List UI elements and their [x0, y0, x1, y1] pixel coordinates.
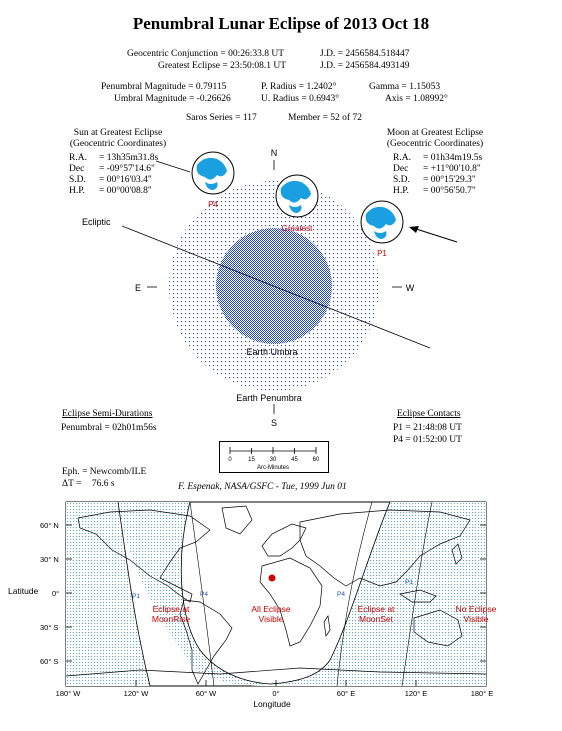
ephemeris-label: Eph. [62, 467, 80, 477]
u-radius-value: 0.6943° [309, 94, 340, 104]
saros-member: Member = 52 of 72 [288, 113, 362, 123]
conjunction-jd-row: J.D. = 2456584.518447 [320, 49, 410, 59]
credit-line: F. Espenak, NASA/GSFC - Tue, 1999 Jun 01 [178, 482, 347, 492]
greatest-label: Greatest [281, 224, 313, 233]
axis-label: Axis [385, 94, 403, 104]
penumbral-magnitude-value: 0.79115 [195, 82, 227, 92]
moon-ra-label: R.A. [393, 153, 411, 163]
moon-row-dec: Dec = +11°00'10.8" [393, 164, 481, 174]
contact-p4-label: P4 [393, 435, 404, 445]
page-title: Penumbral Lunar Eclipse of 2013 Oct 18 [132, 14, 430, 33]
scale-tick-30: 30 [269, 457, 277, 463]
moon-row-sd: S.D. = 00°15'29.3" [393, 175, 482, 186]
lon-tick-180w: 180° W [55, 689, 81, 698]
p-radius-value: 1.2402° [306, 82, 337, 92]
penumbral-duration: Penumbral = 02h01m56s [61, 423, 157, 433]
u-radius-label: U. Radius [261, 94, 299, 104]
p1-label: P1 [377, 249, 387, 258]
moon-dec-label: Dec [393, 164, 409, 174]
moon-motion-arrow [413, 228, 457, 242]
scale-tick-0: 0 [228, 457, 232, 463]
scale-bar [220, 442, 328, 472]
moon-hp-value: 00°56'50.7" [430, 186, 476, 196]
penumbral-duration-value: 02h01m56s [112, 423, 157, 433]
umbral-magnitude-value: -0.26626 [196, 94, 231, 104]
conjunction-label: Geocentric Conjunction [127, 49, 219, 59]
contact-p4: P4 = 01:52:00 UT [393, 435, 462, 445]
scale-tick-45: 45 [291, 457, 298, 463]
region-moonset-line2: MoonSet [358, 614, 394, 624]
lat-tick-30s: 30° S [40, 623, 59, 632]
gamma: Gamma = 1.15053 [369, 82, 441, 92]
map-xlabel: Longitude [253, 699, 291, 709]
map-p1-west: P1 [132, 593, 140, 600]
penumbral-duration-label: Penumbral [61, 423, 103, 433]
sun-hp-label: H.P. [69, 186, 85, 196]
u-radius: U. Radius = 0.6943° [261, 94, 340, 104]
moon-hp-label: H.P. [393, 186, 409, 196]
greatest-eclipse-marker [269, 575, 276, 582]
conjunction-jd-label: J.D. [320, 49, 336, 59]
delta-t: ΔT = 76.6 s [62, 479, 115, 489]
sun-ra-label: R.A. [69, 153, 87, 163]
umbra-label: Earth Umbra [246, 347, 298, 357]
moon-dec-value: +11°00'10.8" [430, 164, 481, 174]
saros-member-label: Member [288, 113, 321, 123]
sun-row-hp: H.P. = 00°00'08.8" [69, 186, 158, 197]
region-no-eclipse-line2: Visible [463, 614, 489, 624]
region-moonrise-line2: MoonRise [151, 614, 191, 624]
south-label: S [270, 418, 278, 428]
lat-tick-60n: 60° N [40, 521, 59, 530]
lon-tick-180e: 180° E [470, 689, 494, 698]
region-all-visible-line1: All Eclipse [251, 604, 291, 614]
north-label: N [270, 148, 278, 158]
greatest-label: Greatest Eclipse [158, 61, 220, 71]
scale-tick-15: 15 [248, 457, 255, 463]
axis: Axis = 1.08992° [385, 94, 448, 104]
map-p1-east: P1 [405, 579, 413, 586]
penumbra-label: Earth Penumbra [236, 393, 302, 403]
scale-label: Arc-Minutes [256, 465, 290, 471]
region-all-visible-line2: Visible [258, 614, 284, 624]
lon-tick-60e: 60° E [336, 689, 356, 698]
sun-ra-value: 13h35m31.8s [106, 153, 159, 163]
lon-tick-0: 0° [272, 689, 280, 698]
west-label: W [405, 283, 415, 293]
scale-tick-60: 60 [312, 457, 320, 463]
greatest-jd-row: J.D. = 2456584.493149 [320, 61, 410, 71]
sun-row-ra: R.A. = 13h35m31.8s [69, 153, 159, 163]
moon-heading-line1: Moon at Greatest Eclipse [386, 128, 484, 138]
saros-series-value: 117 [242, 113, 257, 123]
ephemeris: Eph. = Newcomb/ILE [62, 467, 147, 477]
map-ylabel: Latitude [8, 586, 39, 596]
p4-label: P4 [208, 200, 218, 209]
lat-tick-30n: 30° N [40, 555, 59, 564]
scale-box [219, 441, 329, 473]
east-label: E [134, 283, 142, 293]
penumbral-magnitude-label: Penumbral Magnitude [101, 82, 186, 92]
sun-pointer-line [156, 161, 190, 172]
moon-row-ra: R.A. = 01h34m19.5s [393, 153, 483, 163]
conjunction-row: Geocentric Conjunction = 00:26:33.8 UT [127, 49, 285, 59]
saros-series-label: Saros Series [186, 113, 233, 123]
sun-row-dec: Dec = -09°57'14.6" [69, 164, 158, 175]
p-radius: P. Radius = 1.2402° [261, 82, 337, 92]
map-p4-east: P4 [337, 591, 345, 598]
sun-sd-value: 00°16'03.4" [106, 175, 152, 185]
region-moonrise-line1: Eclipse at [152, 604, 190, 614]
map-p4-west: P4 [200, 591, 208, 598]
gamma-value: 1.15053 [409, 82, 441, 92]
conjunction-jd-value: 2456584.518447 [345, 49, 410, 59]
saros-series: Saros Series = 117 [186, 113, 257, 123]
moon-greatest [276, 175, 318, 217]
moon-row-hp: H.P. = 00°56'50.7" [393, 186, 482, 197]
greatest-jd-label: J.D. [320, 61, 336, 71]
moon-ra-value: 01h34m19.5s [430, 153, 483, 163]
moon-sd-label: S.D. [393, 175, 410, 185]
lat-tick-0: 0° [52, 589, 60, 598]
greatest-row: Greatest Eclipse = 23:50:08.1 UT [158, 61, 287, 71]
sun-sd-label: S.D. [69, 175, 86, 185]
sun-heading-line2: (Geocentric Coordinates) [69, 139, 167, 149]
semi-durations-heading: Eclipse Semi-Durations [62, 409, 153, 419]
lon-tick-120e: 120° E [404, 689, 428, 698]
lon-tick-120w: 120° W [123, 689, 149, 698]
lon-tick-60w: 60° W [195, 689, 217, 698]
ephemeris-value: Newcomb/ILE [89, 467, 147, 477]
contact-p1-label: P1 [393, 423, 404, 433]
sun-dec-value: -09°57'14.6" [106, 164, 155, 174]
contact-p4-value: 01:52:00 UT [413, 435, 462, 445]
lat-tick-60s: 60° S [40, 657, 59, 666]
moon-heading-line2: (Geocentric Coordinates) [386, 139, 484, 149]
sun-heading-line1: Sun at Greatest Eclipse [73, 128, 163, 138]
region-moonset-line1: Eclipse at [357, 604, 395, 614]
delta-t-value: 76.6 s [91, 479, 115, 489]
saros-member-value: 52 of 72 [330, 113, 362, 123]
umbral-magnitude-label: Umbral Magnitude [114, 94, 187, 104]
greatest-jd-value: 2456584.493149 [345, 61, 410, 71]
contacts-heading: Eclipse Contacts [397, 409, 461, 419]
moon-sd-value: 00°15'29.3" [430, 175, 476, 185]
region-no-eclipse-line1: No Eclipse [455, 604, 497, 614]
axis-value: 1.08992° [413, 94, 448, 104]
moon-p1 [361, 201, 403, 243]
arrow-head-icon [409, 226, 419, 233]
penumbral-magnitude: Penumbral Magnitude = 0.79115 [101, 82, 227, 92]
sun-row-sd: S.D. = 00°16'03.4" [69, 175, 158, 186]
sun-hp-value: 00°00'08.8" [106, 186, 152, 196]
umbral-magnitude: Umbral Magnitude = -0.26626 [114, 94, 231, 104]
moon-p4 [192, 152, 234, 194]
contact-p1: P1 = 21:48:08 UT [393, 423, 462, 433]
sun-dec-label: Dec [69, 164, 85, 174]
ecliptic-label: Ecliptic [82, 217, 111, 227]
greatest-value: 23:50:08.1 UT [230, 61, 287, 71]
delta-t-label: ΔT [62, 479, 74, 489]
gamma-label: Gamma [369, 82, 400, 92]
conjunction-value: 00:26:33.8 UT [228, 49, 285, 59]
contact-p1-value: 21:48:08 UT [413, 423, 462, 433]
visibility-map [0, 490, 562, 731]
p-radius-label: P. Radius [261, 82, 297, 92]
